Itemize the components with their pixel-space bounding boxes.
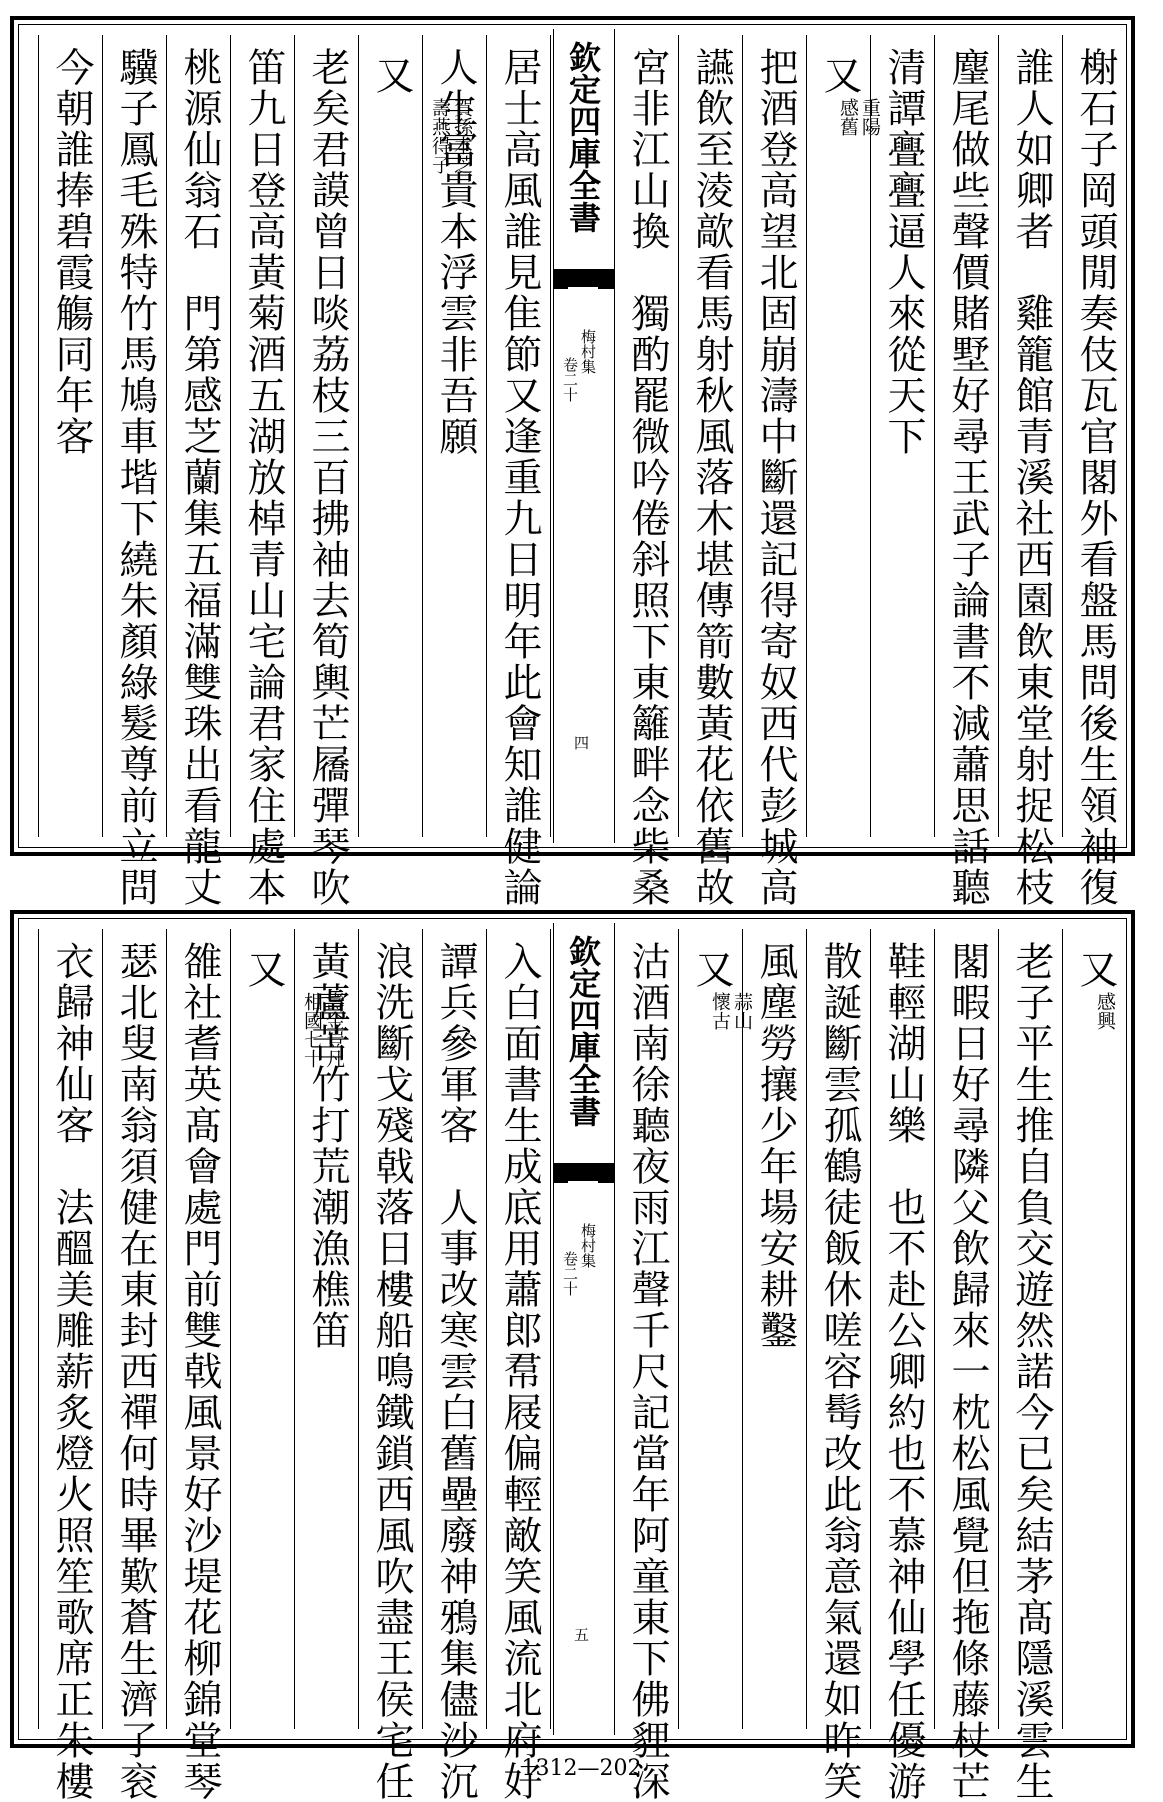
subtitle-note: 壽燕得子	[429, 98, 451, 174]
poem-line: 把酒登高望北固崩濤中斷還記得寄奴西代彭城高	[753, 47, 798, 908]
text-column	[495, 941, 543, 1802]
column-rule	[1062, 35, 1063, 837]
column-rule	[486, 929, 487, 1729]
upper-folio	[10, 16, 1135, 908]
column-rule	[358, 929, 359, 1729]
page-footer-number: 1312—202	[521, 1756, 642, 1781]
column-rule	[742, 35, 743, 837]
heading-column	[367, 47, 473, 174]
subtitle-note: 感興	[1094, 992, 1116, 1030]
spine-fish-tail-block	[554, 1163, 614, 1183]
poem-line: 榭石子岡頭閒奏伎瓦官閣外看盤馬問後生領袖復	[1073, 47, 1118, 908]
poem-line: 居士高風誰見隹節又逢重九日明年此會知誰健論	[497, 47, 542, 908]
spine-fish-tail-notch	[568, 287, 598, 311]
poem-title: 又	[689, 949, 734, 988]
text-column	[495, 47, 543, 908]
spine-page-number: 五	[574, 1626, 590, 1644]
text-column	[943, 941, 991, 1802]
text-column	[751, 941, 799, 1351]
poem-line: 桃源仙翁石 門第感芝蘭集五福滿雙珠出看龍丈	[177, 47, 222, 908]
text-column	[47, 47, 95, 457]
spine-volume-number: 卷二十	[561, 1251, 579, 1296]
text-column	[431, 941, 479, 1802]
subtitle-notes	[670, 992, 752, 1030]
text-column	[175, 47, 223, 908]
text-column	[879, 47, 927, 457]
column-rule	[38, 929, 39, 1729]
poem-line: 老子平生推自負交遊然諾今已矣結茅髙隱溪雲生	[1009, 941, 1054, 1802]
column-rule	[742, 929, 743, 1729]
text-column	[47, 941, 95, 1802]
text-column	[687, 47, 735, 908]
column-rule	[806, 929, 807, 1729]
poem-line: 散誕斷雲孤鶴徒飯休嗟容髩改此翁意氣還如昨笑	[817, 941, 862, 1802]
heading-column	[1071, 941, 1119, 1030]
text-column	[623, 941, 671, 1802]
column-rule	[166, 929, 167, 1729]
column-rule	[550, 35, 551, 837]
text-column	[1007, 941, 1055, 1802]
subtitle-notes	[1075, 992, 1115, 1030]
poem-line: 風塵勞攘少年場安耕鑿	[753, 941, 798, 1351]
spine-book-title: 欽定四庫全書	[564, 41, 602, 233]
subtitle-note: 壽金豈凡	[323, 992, 345, 1068]
subtitle-note: 相國七十	[301, 992, 323, 1068]
column-rule	[678, 35, 679, 837]
subtitle-note: 賀孫本芝	[451, 98, 473, 174]
column-rule	[678, 929, 679, 1729]
text-column	[111, 941, 159, 1802]
subtitle-note: 懷古	[709, 992, 731, 1030]
column-rule	[998, 35, 999, 837]
poem-line: 驥子鳳毛殊特竹馬鳩車堦下繞朱顏綠髮尊前立問	[113, 47, 158, 908]
column-rule	[870, 35, 871, 837]
text-column	[943, 47, 991, 908]
folio-spine	[553, 29, 615, 843]
column-rule	[934, 35, 935, 837]
column-rule	[1062, 929, 1063, 1729]
column-rule	[870, 929, 871, 1729]
poem-line: 雒社耆英髙會處門前雙戟風景好沙堤花柳錦堂琴	[177, 941, 222, 1802]
folio-spine	[553, 923, 615, 1735]
upper-folio-inner-border	[18, 24, 1127, 908]
poem-title: 又	[369, 55, 414, 94]
poem-line: 老矣君謨曾日啖荔枝三百拂袖去筍輿芒屩彈琴吹	[305, 47, 350, 908]
poem-line: 麈尾做些聲價賭墅好尋王武子論書不減蕭思話聽	[945, 47, 990, 908]
text-column	[751, 47, 799, 908]
text-column	[1071, 47, 1119, 908]
poem-line: 今朝誰捧碧霞觴同年客	[49, 47, 94, 457]
spine-book-title: 欽定四庫全書	[564, 935, 602, 1127]
poem-line: 衣歸神仙客 法醞美雕薪炙燈火照笙歌席正朱樓	[49, 941, 94, 1802]
spine-collection-name: 梅村集	[579, 1223, 597, 1268]
subtitle-note: 感舊	[837, 98, 859, 136]
text-column	[175, 941, 223, 1802]
column-rule	[38, 35, 39, 837]
spine-page-number: 四	[574, 734, 590, 752]
subtitle-note: 蒜山	[731, 992, 753, 1030]
spine-fish-tail-block	[554, 269, 614, 289]
text-column	[111, 47, 159, 908]
poem-line: 黃蘆苦竹打荒潮漁樵笛	[305, 941, 350, 1351]
spine-volume-number: 卷二十	[561, 357, 579, 402]
column-rule	[166, 35, 167, 837]
heading-column	[239, 941, 345, 1068]
column-rule	[102, 35, 103, 837]
poem-title: 又	[817, 55, 862, 94]
poem-line: 人生富貴本浮雲非吾願	[433, 47, 478, 457]
spine-collection-name: 梅村集	[579, 329, 597, 374]
poem-title: 又	[241, 949, 286, 988]
column-rule	[486, 35, 487, 837]
text-column	[1007, 47, 1055, 908]
column-rule	[934, 929, 935, 1729]
poem-line: 沽酒南徐聽夜雨江聲千尺記當年阿童東下佛貍深	[625, 941, 670, 1802]
column-rule	[806, 35, 807, 837]
text-column	[623, 47, 671, 908]
poem-line: 清譚亹亹逼人來從天下	[881, 47, 926, 457]
spine-fish-tail-notch	[568, 1181, 598, 1205]
text-column	[239, 47, 287, 908]
text-column	[303, 47, 351, 908]
poem-line: 笛九日登高黃菊酒五湖放棹青山宅論君家住處本	[241, 47, 286, 908]
poem-title: 又	[1073, 949, 1118, 988]
heading-column	[687, 941, 753, 1030]
column-rule	[422, 929, 423, 1729]
poem-line: 鞋輕湖山樂 也不赴公卿約也不慕神仙學任優游	[881, 941, 926, 1802]
text-column	[367, 941, 415, 1802]
poem-line: 閣暇日好尋隣父飲歸來一枕松風覺但拖條藤杖芒	[945, 941, 990, 1802]
poem-line: 浪洗斷戈殘戟落日樓船鳴鐵鎖西風吹盡王侯宅任	[369, 941, 414, 1802]
column-rule	[294, 35, 295, 837]
poem-line: 瑟北叟南翁須健在東封西禪何時畢歎蒼生濟了衮	[113, 941, 158, 1802]
poem-line: 譚兵參軍客 人事改寒雲白舊壘廢神鴉集儘沙沉	[433, 941, 478, 1802]
poem-line: 宮非江山換 獨酌罷微吟倦斜照下東籬畔念柴桑	[625, 47, 670, 908]
column-rule	[998, 929, 999, 1729]
subtitle-notes	[798, 98, 880, 136]
subtitle-note: 重陽	[859, 98, 881, 136]
poem-line: 讌飲至淩歊看馬射秋風落木堪傳箭數黃花依舊故	[689, 47, 734, 908]
column-rule	[230, 35, 231, 837]
poem-line: 誰人如卿者 雞籠館青溪社西園飲東堂射捉松枝	[1009, 47, 1054, 908]
column-rule	[550, 929, 551, 1729]
column-rule	[102, 929, 103, 1729]
text-column	[879, 941, 927, 1802]
text-column	[815, 941, 863, 1802]
heading-column	[815, 47, 881, 136]
poem-line: 入白面書生成底用蕭郎帬屐偏輕敵笑風流北府好	[497, 941, 542, 1802]
